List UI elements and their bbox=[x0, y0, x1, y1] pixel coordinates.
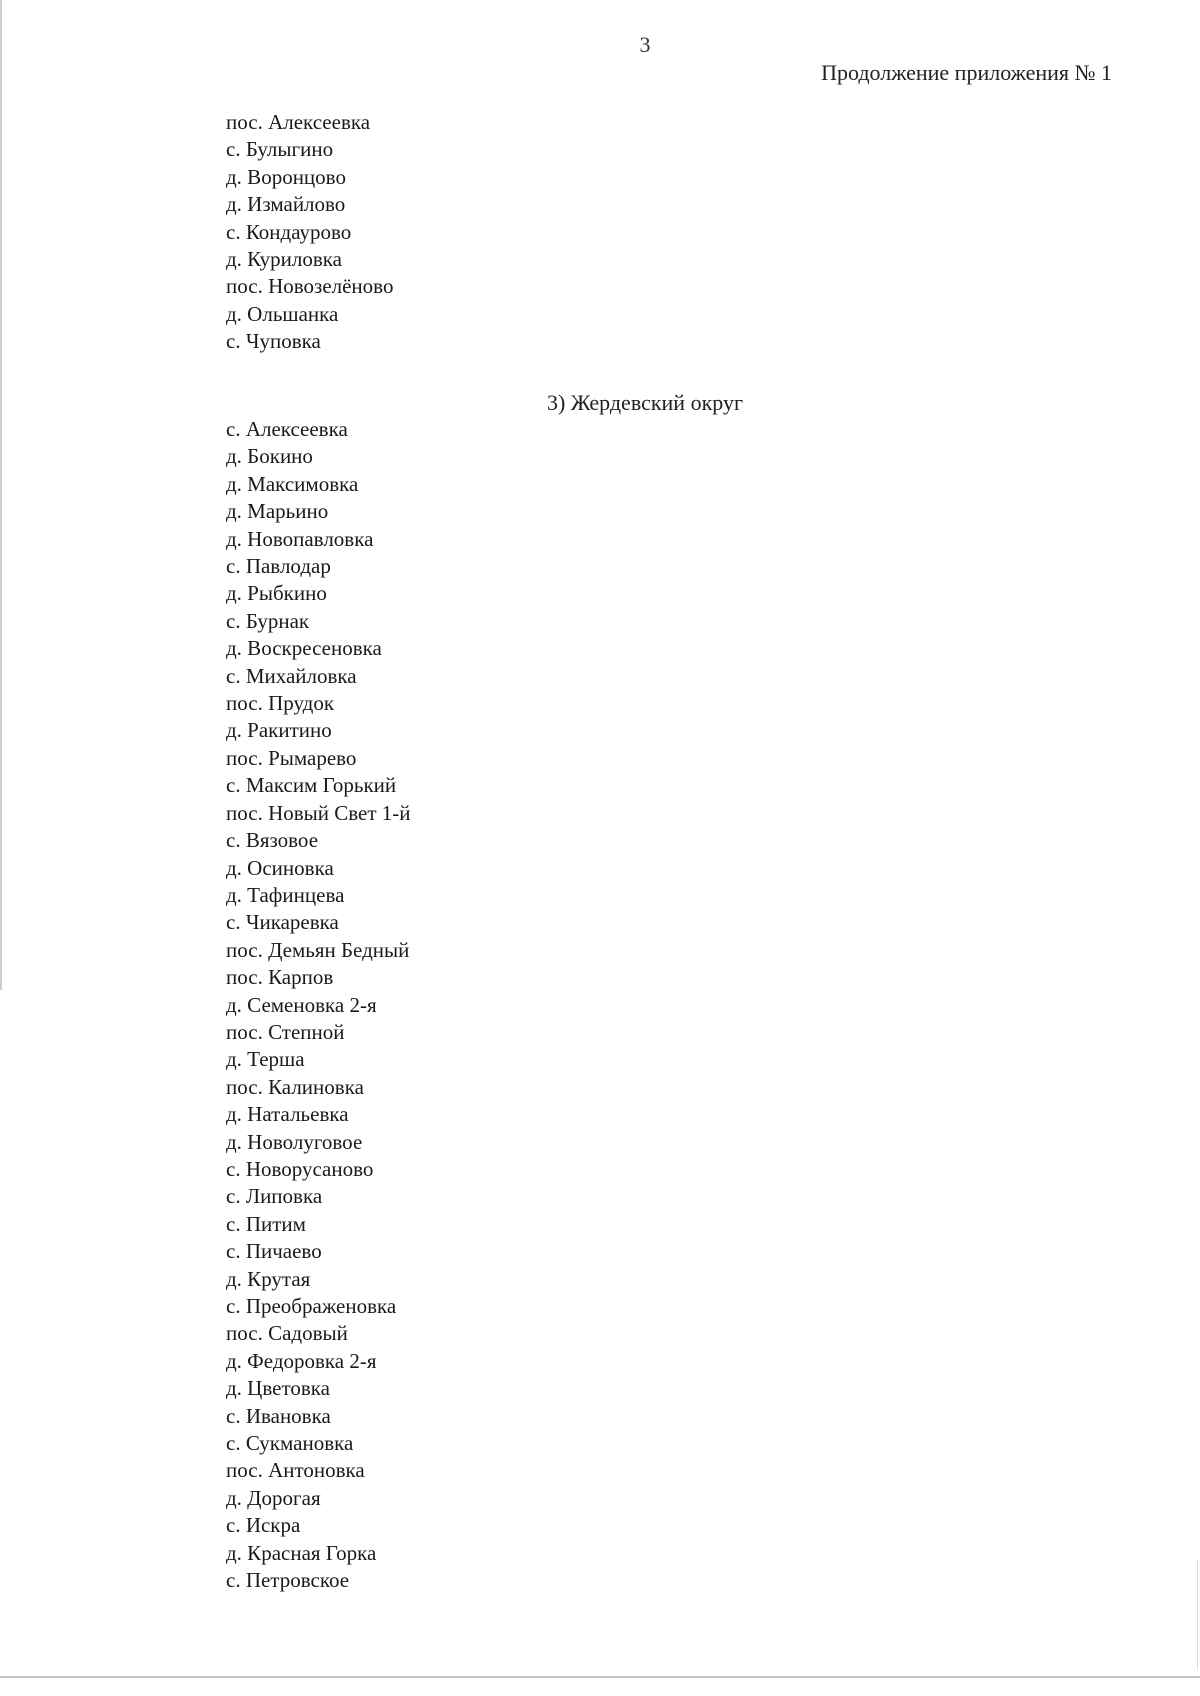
settlement-item: д. Воронцово bbox=[226, 164, 346, 189]
settlement-item: с. Чуповка bbox=[226, 329, 321, 354]
settlement-item: д. Рыбкино bbox=[226, 581, 327, 606]
settlement-item: с. Сукмановка bbox=[226, 1431, 354, 1456]
settlement-item: пос. Калиновка bbox=[226, 1074, 364, 1099]
settlement-item: пос. Степной bbox=[226, 1019, 345, 1044]
settlement-item: д. Красная Горка bbox=[226, 1540, 377, 1565]
scan-edge-right bbox=[1197, 1560, 1198, 1670]
settlement-item: с. Преображеновка bbox=[226, 1294, 397, 1318]
settlement-item: с. Пичаево bbox=[226, 1239, 322, 1264]
settlement-item: д. Ракитино bbox=[226, 718, 332, 743]
settlement-item: д. Максимовка bbox=[226, 471, 359, 496]
scan-edge-left bbox=[0, 0, 2, 990]
settlement-item: д. Новопавловка bbox=[226, 526, 374, 551]
settlement-item: пос. Алексеевка bbox=[226, 110, 371, 134]
settlement-item: с. Новорусаново bbox=[226, 1156, 374, 1181]
settlement-list-zherdevsky bbox=[226, 416, 411, 1594]
settlement-item: с. Искра bbox=[226, 1513, 301, 1538]
settlement-item: пос. Рымарево bbox=[226, 745, 357, 770]
settlement-item: д. Ольшанка bbox=[226, 301, 339, 326]
settlement-item: с. Чикаревка bbox=[226, 910, 339, 935]
settlement-item: пос. Новый Свет 1-й bbox=[226, 800, 411, 825]
settlement-item: д. Натальевка bbox=[226, 1102, 349, 1127]
settlement-item: с. Кондаурово bbox=[226, 219, 352, 244]
settlement-item: пос. Садовый bbox=[226, 1321, 348, 1346]
settlement-item: д. Новолуговое bbox=[226, 1129, 363, 1154]
section-heading: 3) Жердевский округ bbox=[546, 390, 744, 415]
settlement-item: с. Ивановка bbox=[226, 1403, 331, 1428]
settlement-item: д. Дорогая bbox=[226, 1485, 321, 1510]
settlement-item: д. Измайлово bbox=[226, 192, 346, 217]
settlement-item: д. Куриловка bbox=[226, 247, 342, 272]
settlement-item: с. Бурнак bbox=[226, 608, 310, 633]
scan-edge-bottom bbox=[0, 1676, 1200, 1678]
settlement-item: д. Терша bbox=[226, 1047, 305, 1072]
page-number: 3 bbox=[639, 32, 651, 57]
settlement-item: с. Вязовое bbox=[226, 828, 319, 853]
settlement-item: пос. Антоновка bbox=[226, 1458, 365, 1483]
settlement-item: пос. Новозелёново bbox=[226, 274, 394, 299]
settlement-item: с. Павлодар bbox=[226, 554, 331, 579]
settlement-item: с. Булыгино bbox=[226, 137, 334, 162]
settlement-item: пос. Демьян Бедный bbox=[226, 937, 410, 962]
settlement-item: д. Тафинцева bbox=[226, 882, 345, 907]
settlement-item: с. Петровское bbox=[226, 1568, 350, 1593]
settlement-item: д. Осиновка bbox=[226, 855, 334, 880]
settlement-item: д. Бокино bbox=[226, 444, 313, 469]
appendix-continuation-note: Продолжение приложения № 1 bbox=[821, 60, 1112, 85]
settlement-item: пос. Прудок bbox=[226, 691, 335, 716]
settlement-item: д. Крутая bbox=[226, 1266, 311, 1291]
settlement-item: д. Федоровка 2-я bbox=[226, 1348, 377, 1373]
settlement-item: с. Алексеевка bbox=[226, 417, 348, 441]
settlement-item: с. Максим Горький bbox=[226, 773, 397, 798]
settlement-item: пос. Карпов bbox=[226, 965, 334, 990]
settlement-item: д. Марьино bbox=[226, 499, 329, 524]
settlement-item: с. Михайловка bbox=[226, 663, 357, 688]
settlement-list-previous-district bbox=[226, 109, 393, 356]
settlement-item: с. Липовка bbox=[226, 1184, 323, 1209]
settlement-item: д. Воскресеновка bbox=[226, 636, 382, 661]
settlement-item: д. Семеновка 2-я bbox=[226, 992, 377, 1017]
settlement-item: д. Цветовка bbox=[226, 1376, 330, 1401]
settlement-item: с. Питим bbox=[226, 1211, 306, 1236]
